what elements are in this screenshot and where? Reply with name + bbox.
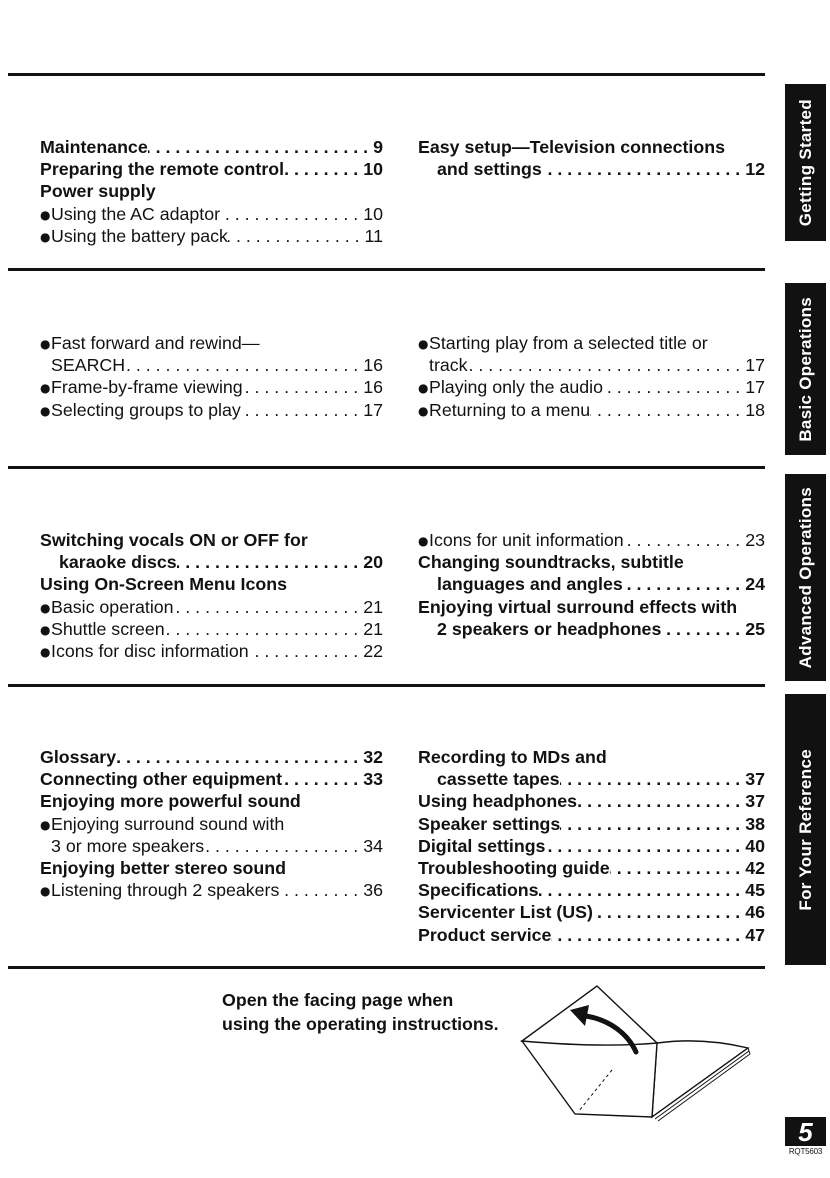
toc-entry-label: Using headphones — [418, 791, 578, 812]
toc-column-left — [40, 529, 383, 662]
bullet-icon: ● — [40, 403, 51, 418]
toc-entry-line — [40, 136, 383, 158]
toc-column-right — [418, 136, 765, 180]
toc-entry — [40, 813, 383, 857]
dot-leader — [116, 746, 363, 768]
dot-leader — [577, 790, 745, 812]
toc-entry-line — [40, 746, 383, 768]
toc-entry-label: Digital settings — [418, 835, 546, 856]
toc-page-number: 34 — [363, 835, 383, 856]
toc-entry-label: Specifications — [418, 880, 539, 901]
dot-leader — [590, 399, 745, 421]
dot-leader — [220, 203, 363, 225]
toc-entry-label: Starting play from a selected title or — [429, 333, 708, 353]
tab-label: Advanced Operations — [795, 486, 815, 669]
bullet-icon: ● — [40, 337, 51, 351]
toc-entry — [40, 573, 383, 595]
toc-entry-line — [40, 857, 383, 879]
toc-entry-continuation — [40, 835, 383, 857]
toc-entry — [40, 136, 383, 158]
toc-entry-line — [40, 332, 383, 354]
toc-entry — [418, 596, 765, 640]
toc-page-number: 9 — [373, 137, 383, 157]
dot-leader — [610, 857, 746, 879]
toc-entry-line — [40, 768, 383, 790]
toc-page-number: 42 — [745, 857, 765, 878]
section-getting-started — [0, 136, 780, 246]
toc-column-right — [418, 332, 765, 421]
toc-entry-continuation — [40, 354, 383, 376]
toc-entry-label: Power supply — [40, 181, 156, 202]
toc-page-number: 24 — [745, 574, 765, 595]
toc-page-number: 10 — [363, 203, 383, 224]
toc-entry-line — [40, 596, 383, 618]
toc-entry-label: Troubleshooting guide — [418, 857, 610, 878]
toc-entry-line — [40, 225, 383, 247]
toc-entry-line — [418, 879, 765, 901]
dot-leader — [165, 618, 364, 640]
toc-entry-label: Using the battery pack — [51, 225, 228, 246]
dot-leader — [593, 901, 745, 923]
bullet-icon: ● — [40, 817, 51, 832]
toc-entry-label: Basic operation — [51, 596, 174, 617]
toc-entry-line — [40, 879, 383, 901]
toc-entry — [40, 596, 383, 618]
toc-page-number: 40 — [745, 835, 765, 856]
toc-page-number: 16 — [363, 377, 383, 398]
bullet-icon: ● — [418, 534, 429, 548]
toc-entry-label: Connecting other equipment — [40, 769, 283, 790]
page-number: 5 — [785, 1117, 826, 1146]
open-book-icon — [512, 978, 762, 1128]
toc-entry-label: Enjoying virtual surround effects with — [418, 596, 738, 617]
toc-page-number: 22 — [363, 640, 383, 661]
toc-entry-label: Listening through 2 speakers — [51, 880, 280, 901]
toc-page-number: 21 — [363, 618, 383, 639]
dot-leader — [148, 136, 373, 158]
bullet-icon: ● — [40, 644, 51, 659]
bullet-icon: ● — [40, 381, 51, 396]
toc-entry-label: Changing soundtracks, subtitle — [418, 552, 684, 573]
dot-leader — [228, 225, 365, 247]
dot-leader — [284, 158, 363, 180]
bullet-icon: ● — [40, 622, 51, 637]
note-line: using the operating instructions. — [222, 1014, 499, 1034]
toc-page-number: 38 — [745, 813, 765, 834]
toc-page-number: 45 — [745, 880, 765, 901]
toc-entry-line — [418, 857, 765, 879]
toc-entry — [40, 746, 383, 768]
toc-page-number: 33 — [363, 769, 383, 790]
toc-entry — [418, 790, 765, 812]
toc-page-number: 46 — [745, 902, 765, 923]
toc-entry-line — [40, 399, 383, 421]
toc-page-number: 11 — [364, 225, 383, 246]
toc-entry-label: Playing only the audio — [429, 377, 603, 398]
section-divider — [8, 73, 765, 76]
toc-entry-label: Fast forward and rewind— — [51, 333, 260, 353]
bullet-icon: ● — [40, 884, 51, 899]
toc-entry — [418, 399, 765, 421]
toc-page-number: 20 — [363, 552, 383, 573]
toc-page-number: 16 — [363, 355, 383, 376]
toc-page-number: 37 — [745, 791, 765, 812]
toc-entry-label: Returning to a menu — [429, 399, 591, 420]
toc-page-number: 25 — [745, 618, 765, 639]
toc-entry-line — [418, 596, 765, 618]
dot-leader — [603, 376, 745, 398]
toc-entry-label: Icons for unit information — [429, 530, 624, 550]
toc-entry-line — [40, 640, 383, 662]
toc-entry-line — [418, 399, 765, 421]
tab-for-your-reference — [785, 694, 826, 965]
dot-leader — [241, 399, 363, 421]
toc-entry-label: Glossary — [40, 747, 117, 767]
dot-leader — [174, 596, 364, 618]
section-divider — [8, 684, 765, 687]
toc-column-right — [418, 529, 765, 640]
toc-entry-line — [418, 746, 765, 768]
toc-page-number: 17 — [363, 399, 383, 420]
toc-entry — [40, 376, 383, 398]
toc-entry-label: Maintenance — [40, 137, 148, 157]
toc-entry-continuation — [418, 618, 765, 640]
section-divider — [8, 966, 765, 969]
toc-entry-line — [40, 376, 383, 398]
toc-entry-label: SEARCH — [51, 355, 126, 376]
toc-entry — [418, 529, 765, 551]
toc-page-number: 47 — [745, 924, 765, 945]
toc-entry-label: Product service — [418, 924, 552, 945]
toc-entry — [40, 225, 383, 247]
toc-entry — [40, 529, 383, 573]
toc-column-left — [40, 746, 383, 901]
toc-entry-label: Frame-by-frame viewing — [51, 377, 243, 398]
section-advanced-operations — [0, 529, 780, 661]
toc-entry-continuation — [418, 158, 765, 180]
toc-entry-line — [40, 573, 383, 595]
bullet-icon: ● — [40, 600, 51, 615]
tab-label: Getting Started — [795, 98, 815, 227]
toc-entry-label: Speaker settings — [418, 813, 561, 834]
section-divider — [8, 268, 765, 271]
dot-leader — [542, 158, 745, 180]
toc-column-right — [418, 746, 765, 946]
facing-page-note — [222, 988, 499, 1036]
toc-page-number: 10 — [363, 159, 383, 180]
toc-entry — [418, 879, 765, 901]
dot-leader — [125, 354, 363, 376]
toc-entry — [418, 835, 765, 857]
toc-entry-line — [40, 618, 383, 640]
bullet-icon: ● — [418, 381, 429, 396]
toc-entry-label: Icons for disc information — [51, 640, 249, 661]
dot-leader — [545, 835, 745, 857]
toc-entry-label: 3 or more speakers — [51, 835, 205, 856]
toc-column-left — [40, 136, 383, 247]
book-right-page — [652, 1041, 748, 1117]
toc-entry-line — [40, 203, 383, 225]
toc-entry-label: Servicenter List (US) — [418, 902, 593, 923]
toc-entry-line — [418, 551, 765, 573]
tab-getting-started — [785, 84, 826, 241]
toc-entry-line — [40, 790, 383, 812]
section-basic-operations — [0, 332, 780, 420]
toc-page-number: 17 — [745, 377, 765, 398]
bullet-icon: ● — [418, 337, 429, 351]
toc-page-number: 23 — [745, 530, 765, 550]
toc-entry-label: Shuttle screen — [51, 618, 165, 639]
dot-leader — [551, 924, 745, 946]
toc-entry — [418, 746, 765, 790]
toc-entry-label: Using On-Screen Menu Icons — [40, 574, 288, 595]
toc-entry — [40, 332, 383, 376]
dot-leader — [539, 879, 746, 901]
toc-entry — [418, 901, 765, 923]
dot-leader — [204, 835, 363, 857]
toc-entry-line — [418, 529, 765, 551]
toc-page-number: 37 — [745, 769, 765, 790]
toc-entry-label: Easy setup—Television connections — [418, 137, 725, 157]
dot-leader — [243, 376, 364, 398]
toc-entry-line — [418, 136, 765, 158]
toc-entry-line — [418, 901, 765, 923]
section-divider — [8, 466, 765, 469]
toc-entry-label: Enjoying surround sound with — [51, 813, 285, 834]
dot-leader — [177, 551, 364, 573]
toc-entry-label: Selecting groups to play — [51, 399, 241, 420]
toc-entry — [40, 640, 383, 662]
toc-entry — [418, 136, 765, 180]
toc-entry — [418, 857, 765, 879]
toc-entry-label: track — [429, 355, 468, 376]
toc-entry — [40, 180, 383, 202]
toc-entry — [40, 158, 383, 180]
toc-entry — [40, 399, 383, 421]
toc-entry — [418, 376, 765, 398]
dot-leader — [623, 573, 745, 595]
toc-entry-line — [418, 813, 765, 835]
toc-entry-label: 2 speakers or headphones — [437, 618, 662, 639]
toc-entry-label: and settings — [437, 159, 542, 180]
bullet-icon: ● — [40, 229, 51, 244]
toc-entry-line — [418, 332, 765, 354]
toc-entry-line — [418, 376, 765, 398]
toc-entry-line — [40, 158, 383, 180]
toc-entry-line — [418, 790, 765, 812]
toc-page-number: 17 — [745, 355, 765, 376]
toc-entry — [418, 551, 765, 595]
toc-entry-line — [418, 835, 765, 857]
toc-page-number: 36 — [363, 880, 383, 901]
dot-leader — [560, 813, 745, 835]
toc-entry — [418, 332, 765, 376]
toc-entry-line — [418, 924, 765, 946]
toc-entry-label: Using the AC adaptor — [51, 203, 221, 224]
bullet-icon: ● — [418, 403, 429, 418]
toc-page-number: 12 — [745, 159, 765, 180]
toc-entry-continuation — [418, 768, 765, 790]
toc-entry-line — [40, 180, 383, 202]
toc-entry — [40, 203, 383, 225]
toc-entry — [40, 790, 383, 812]
toc-entry-label: karaoke discs — [59, 552, 177, 573]
tab-advanced-operations — [785, 474, 826, 681]
toc-entry-label: Enjoying better stereo sound — [40, 857, 287, 878]
toc-entry-line — [40, 529, 383, 551]
tab-label: For Your Reference — [795, 748, 815, 911]
toc-page-number: 21 — [363, 596, 383, 617]
tab-label: Basic Operations — [795, 296, 815, 442]
dot-leader — [279, 879, 363, 901]
toc-entry-label: languages and angles — [437, 574, 623, 595]
toc-page-number: 18 — [745, 399, 765, 420]
section-for-your-reference — [0, 746, 780, 945]
dot-leader — [560, 768, 746, 790]
dot-leader — [624, 529, 746, 551]
toc-entry-label: Switching vocals ON or OFF for — [40, 530, 308, 550]
toc-entry-label: Preparing the remote control — [40, 159, 285, 180]
toc-page-number: 32 — [363, 747, 383, 767]
dot-leader — [282, 768, 363, 790]
dot-leader — [249, 640, 364, 662]
toc-entry-label: Recording to MDs and — [418, 747, 607, 767]
note-line: Open the facing page when — [222, 990, 454, 1010]
toc-entry — [40, 879, 383, 901]
bullet-icon: ● — [40, 207, 51, 222]
toc-entry-continuation — [418, 573, 765, 595]
toc-entry — [40, 768, 383, 790]
toc-entry — [418, 813, 765, 835]
toc-entry — [40, 857, 383, 879]
toc-entry-line — [40, 813, 383, 835]
toc-entry-label: Enjoying more powerful sound — [40, 791, 301, 812]
toc-column-left — [40, 332, 383, 421]
toc-entry-continuation — [40, 551, 383, 573]
tab-basic-operations — [785, 283, 826, 455]
toc-entry-continuation — [418, 354, 765, 376]
dot-leader — [661, 618, 745, 640]
dot-leader — [468, 354, 746, 376]
toc-entry-label: cassette tapes — [437, 769, 560, 790]
document-code: RQT5603 — [788, 1147, 823, 1156]
toc-entry — [418, 924, 765, 946]
toc-entry — [40, 618, 383, 640]
